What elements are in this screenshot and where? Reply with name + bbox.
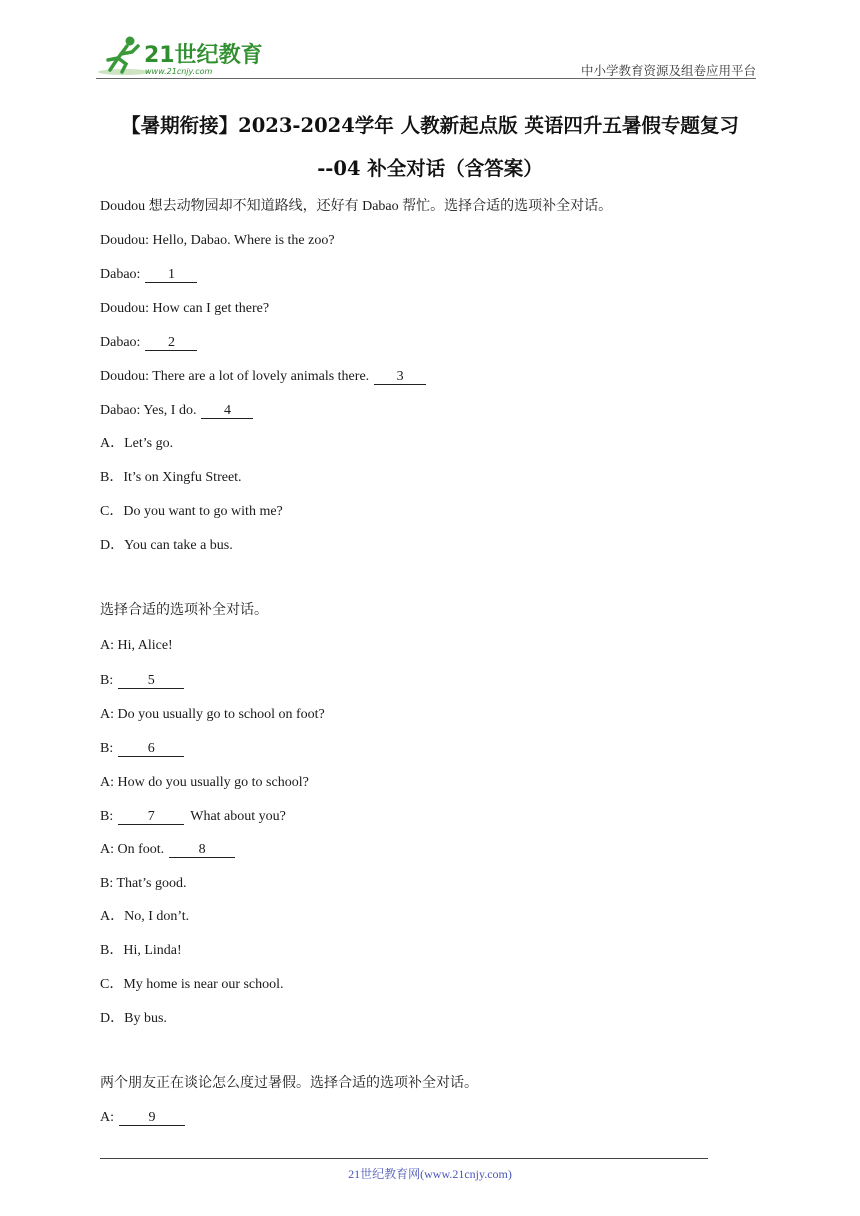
line-text: A．No, I don’t. xyxy=(100,909,190,924)
text-line xyxy=(100,875,186,893)
line-text: Doudou 想去动物园却不知道路线，还好有 Dabao 帮忙。选择合适的选项补全对话。 xyxy=(100,199,613,214)
text-line xyxy=(100,469,242,487)
page-header xyxy=(96,34,756,80)
dialogue-line-with-blank xyxy=(100,1109,185,1127)
line-text: B: That’s good. xyxy=(100,876,187,891)
line-text: D．By bus. xyxy=(100,1011,167,1026)
line-text: A: On foot. xyxy=(100,842,165,857)
text-line xyxy=(100,706,325,724)
text-line xyxy=(100,1010,167,1028)
line-text: D．You can take a bus. xyxy=(100,538,233,553)
text-line xyxy=(100,198,612,216)
line-text: Dabao: xyxy=(100,267,141,282)
answer-blank[interactable]: 2 xyxy=(145,335,197,351)
text-line xyxy=(100,908,189,926)
line-text-after-blank: What about you? xyxy=(190,809,286,824)
text-line xyxy=(100,942,182,960)
line-text: Doudou: How can I get there? xyxy=(100,301,270,316)
line-text: B: xyxy=(100,809,114,824)
dialogue-line-with-blank xyxy=(100,266,197,284)
svg-text:21世纪教育: 21世纪教育 xyxy=(144,43,263,68)
footer-divider xyxy=(100,1158,708,1159)
text-line xyxy=(100,774,309,792)
page-title-line-1: 【暑期衔接】2023-2024学年 人教新起点版 英语四升五暑假专题复习 xyxy=(121,114,739,137)
line-text: Doudou: Hello, Dabao. Where is the zoo? xyxy=(100,233,335,248)
line-text: A．Let’s go. xyxy=(100,436,174,451)
dialogue-line-with-blank xyxy=(100,368,426,386)
dialogue-line-with-blank xyxy=(100,740,184,758)
footer-source: 21世纪教育网(www.21cnjy.com) xyxy=(348,1167,512,1181)
line-text: B: xyxy=(100,673,114,688)
answer-blank[interactable]: 1 xyxy=(145,267,197,283)
text-line xyxy=(100,537,233,555)
line-text: C．My home is near our school. xyxy=(100,977,284,992)
svg-text:www.21cnjy.com: www.21cnjy.com xyxy=(145,67,213,76)
text-line xyxy=(100,300,269,318)
text-line xyxy=(100,503,283,521)
line-text: A: xyxy=(100,1110,114,1125)
text-line xyxy=(100,435,173,453)
line-text: 两个朋友正在谈论怎么度过暑假。选择合适的选项补全对话。 xyxy=(100,1076,478,1091)
line-text: A: How do you usually go to school? xyxy=(100,775,309,790)
answer-blank[interactable]: 5 xyxy=(118,673,184,689)
line-text: 选择合适的选项补全对话。 xyxy=(100,603,268,618)
dialogue-line-with-blank xyxy=(100,334,197,352)
text-line xyxy=(100,637,173,655)
page-title-line-2: --04 补全对话（含答案） xyxy=(317,157,543,180)
text-line xyxy=(100,602,268,620)
answer-blank[interactable]: 7 xyxy=(118,809,184,825)
answer-blank[interactable]: 6 xyxy=(118,741,184,757)
line-text: C．Do you want to go with me? xyxy=(100,504,283,519)
dialogue-line-with-blank xyxy=(100,841,235,859)
text-line xyxy=(100,976,284,994)
text-line xyxy=(100,232,335,250)
answer-blank[interactable]: 4 xyxy=(201,403,253,419)
answer-blank[interactable]: 3 xyxy=(374,369,426,385)
text-line xyxy=(100,1075,478,1093)
answer-blank[interactable]: 9 xyxy=(119,1110,185,1126)
line-text: B．Hi, Linda! xyxy=(100,943,182,958)
line-text: Dabao: Yes, I do. xyxy=(100,403,197,418)
logo xyxy=(96,34,266,78)
dialogue-line-with-blank xyxy=(100,672,184,690)
header-divider xyxy=(96,78,756,79)
line-text: Dabao: xyxy=(100,335,141,350)
line-text: A: Hi, Alice! xyxy=(100,638,173,653)
answer-blank[interactable]: 8 xyxy=(169,842,235,858)
dialogue-line-with-blank xyxy=(100,808,286,826)
line-text: B．It’s on Xingfu Street. xyxy=(100,470,242,485)
platform-name: 中小学教育资源及组卷应用平台 xyxy=(580,64,756,78)
line-text: Doudou: There are a lot of lovely animals there. xyxy=(100,369,370,384)
line-text: A: Do you usually go to school on foot? xyxy=(100,707,325,722)
line-text: B: xyxy=(100,741,114,756)
dialogue-line-with-blank xyxy=(100,402,253,420)
